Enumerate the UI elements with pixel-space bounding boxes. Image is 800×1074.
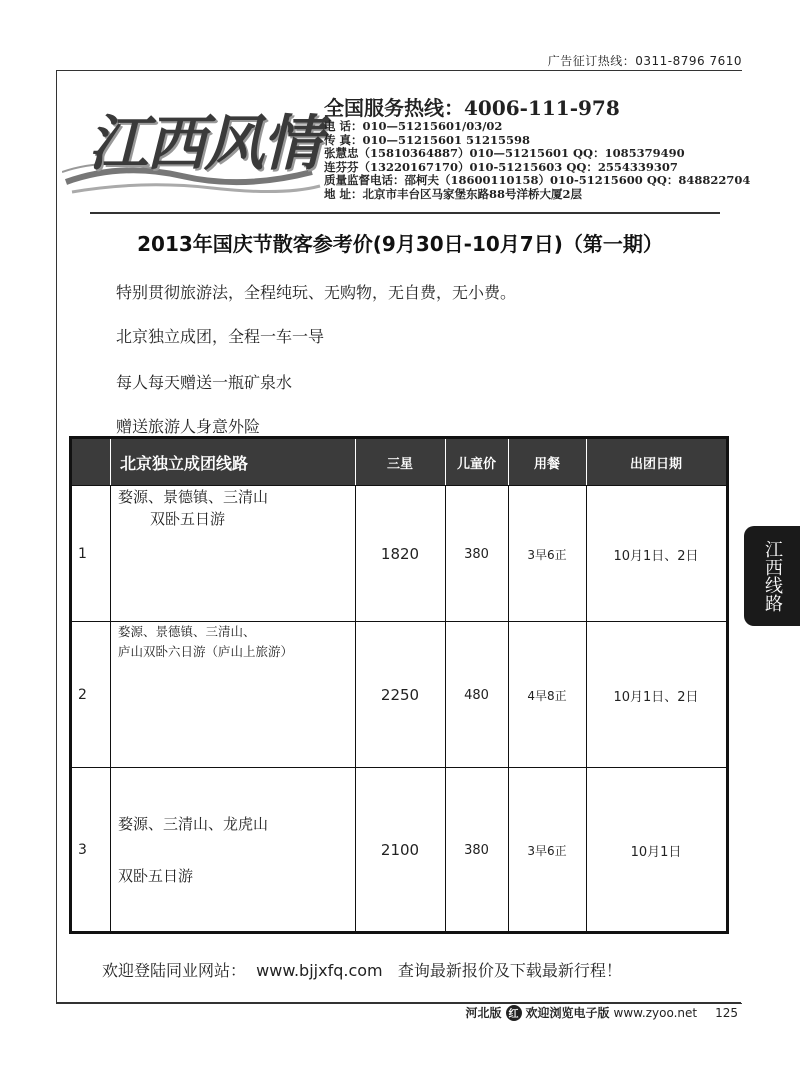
- page-headline: 2013年国庆节散客参考价(9月30日-10月7日)（第一期）: [137, 232, 663, 256]
- header-meals: 用餐: [533, 456, 560, 472]
- logo-title: 江西风情: [88, 109, 320, 179]
- row-child-price: 380: [464, 546, 489, 562]
- feature-2: 北京独立成团，全程一车一导: [116, 327, 325, 346]
- header-three-star: 三星: [386, 456, 413, 472]
- table-header: [72, 439, 726, 485]
- website-promo: 欢迎登陆同业网站： www.bjjxfq.com 查询最新报价及下载最新行程！: [102, 961, 622, 980]
- row-child-price: 480: [464, 687, 489, 703]
- route-line-1: 婺源、景德镇、三清山: [118, 488, 269, 506]
- route-line-2: 双卧五日游: [150, 510, 226, 528]
- row-meals: 3早6正: [527, 547, 567, 562]
- row-dates: 10月1日: [630, 844, 682, 860]
- contact-person-2: 连芬芬（13220167170）010-51215603 QQ：2554339307: [324, 159, 678, 174]
- edition-badge-icon: 红: [506, 1005, 522, 1021]
- row-price: 2100: [380, 841, 420, 859]
- row-route: [110, 768, 355, 932]
- table-row: [72, 621, 726, 768]
- row-meals: 3早6正: [527, 843, 567, 858]
- row-dates: 10月1日、2日: [613, 689, 699, 705]
- row-number: 3: [78, 842, 87, 858]
- page-footer: [466, 1004, 738, 1021]
- header-route: 北京独立成团线路: [120, 453, 249, 473]
- feature-1: 特别贯彻旅游法，全程纯玩、无购物，无自费，无小费。: [116, 283, 517, 302]
- row-route: [110, 486, 355, 622]
- row-meals: 4早8正: [527, 688, 567, 703]
- route-line-1: 婺源、景德镇、三清山、: [118, 624, 256, 639]
- row-price: 2250: [380, 686, 420, 704]
- service-hotline: 全国服务热线：4006-111-978: [324, 96, 620, 120]
- row-route: [110, 622, 355, 768]
- table-row: [72, 767, 726, 932]
- site-link[interactable]: www.zyoo.net: [613, 1005, 698, 1020]
- edition-label: 河北版: [465, 1006, 502, 1020]
- route-line-1: 婺源、三清山、龙虎山: [118, 815, 269, 833]
- contact-phone: 电 话：010—51215601/03/02: [324, 119, 503, 133]
- price-table: [69, 436, 729, 934]
- header-dates: 出团日期: [629, 456, 682, 472]
- row-child-price: 380: [464, 842, 489, 858]
- header-divider: [90, 212, 720, 214]
- row-price: 1820: [380, 545, 420, 563]
- row-number: 2: [78, 687, 87, 703]
- route-line-2: 庐山双卧六日游（庐山上旅游）: [118, 644, 294, 659]
- row-number: 1: [78, 546, 87, 562]
- table-row: [72, 485, 726, 622]
- section-tab-label: 江西线路: [762, 540, 783, 612]
- browse-label: 欢迎浏览电子版: [525, 1006, 610, 1020]
- section-tab: [744, 526, 800, 626]
- header-no: [72, 439, 110, 485]
- footer-divider: [56, 1002, 741, 1003]
- row-dates: 10月1日、2日: [613, 548, 699, 564]
- feature-4: 赠送旅游人身意外险: [116, 417, 261, 436]
- contact-block: [324, 96, 750, 201]
- page-number: 125: [715, 1005, 738, 1020]
- quality-supervision: 质量监督电话：邵柯夫（18600110158）010-51215600 QQ：848822704: [324, 173, 751, 187]
- contact-fax: 传 真：010—51215601 51215598: [324, 132, 531, 147]
- contact-address: 地 址：北京市丰台区马家堡东路88号洋桥大厦2层: [324, 186, 583, 201]
- ad-hotline: 广告征订热线：0311-8796 7610: [547, 54, 742, 68]
- header-child-price: 儿童价: [456, 456, 496, 472]
- contact-person-1: 张慧忠（15810364887）010—51215601 QQ：1085379490: [324, 146, 685, 160]
- route-line-2: 双卧五日游: [118, 867, 194, 885]
- feature-3: 每人每天赠送一瓶矿泉水: [116, 373, 293, 392]
